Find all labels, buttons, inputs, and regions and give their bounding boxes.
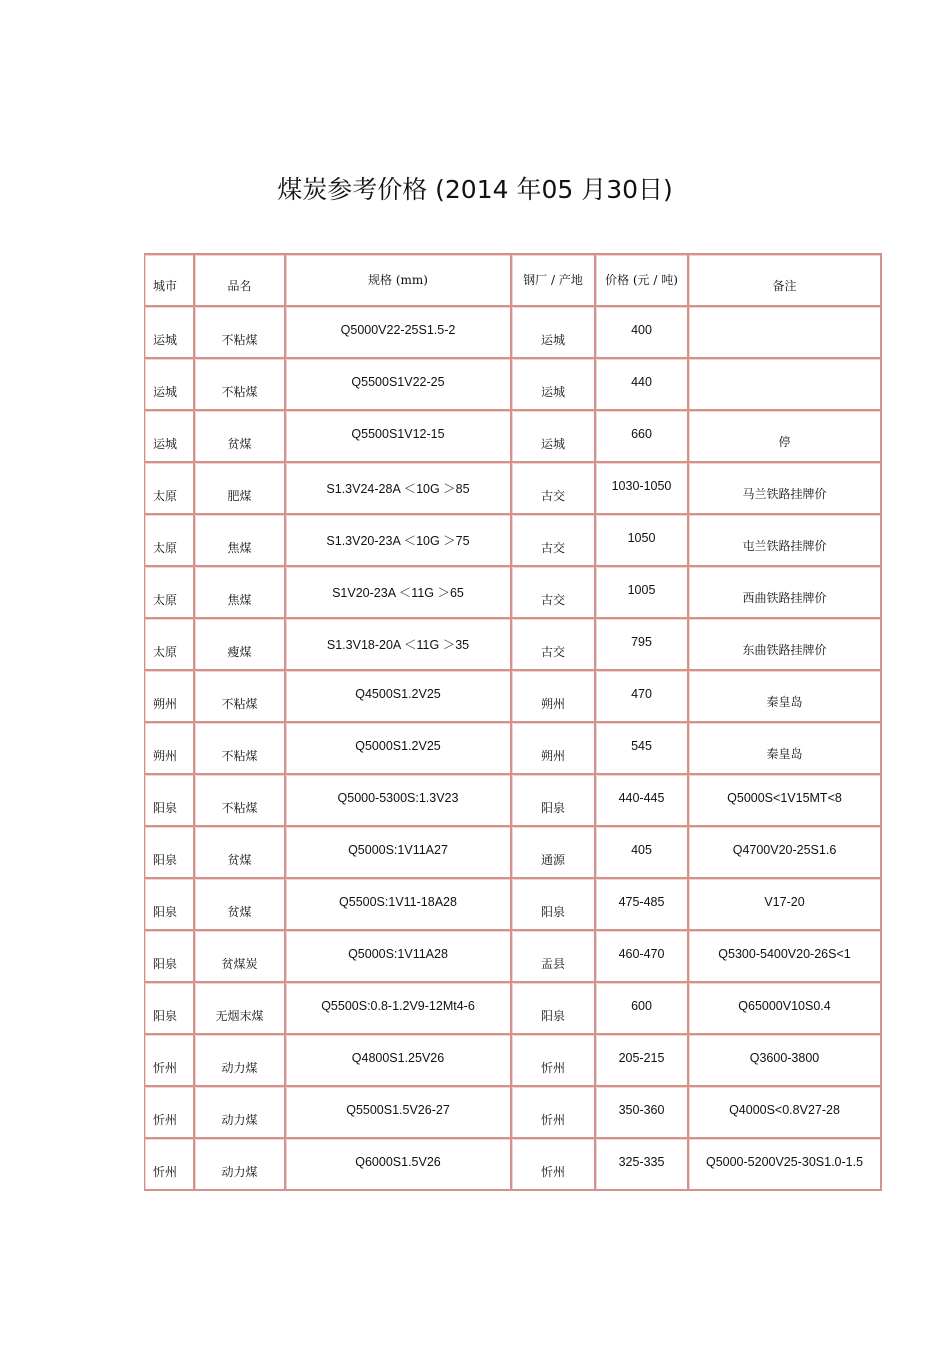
cell-name: [195, 307, 286, 359]
cell-mill-text: 阳泉: [540, 801, 565, 815]
cell-price-text: 475-485: [618, 895, 665, 909]
cell-price-text: 440-445: [618, 791, 665, 805]
cell-spec: [286, 359, 512, 411]
cell-city-text: 阳泉: [153, 801, 178, 815]
cell-price: [596, 1139, 689, 1191]
cell-city-text: 朔州: [153, 697, 178, 711]
cell-note: [689, 411, 882, 463]
cell-city-text: 阳泉: [153, 957, 178, 971]
cell-price: [596, 515, 689, 567]
cell-city: [145, 307, 195, 359]
cell-spec: [286, 307, 512, 359]
cell-city: [145, 1035, 195, 1087]
cell-note: [689, 983, 882, 1035]
cell-mill: [512, 307, 596, 359]
cell-name: [195, 619, 286, 671]
header-spec: 规格 (mm): [286, 255, 512, 307]
cell-city-text: 忻州: [153, 1165, 178, 1179]
cell-mill-text: 忻州: [540, 1061, 565, 1075]
cell-name-text: 焦煤: [227, 541, 252, 555]
table-row: [145, 775, 882, 827]
cell-name: [195, 723, 286, 775]
cell-spec-text: Q5000-5300S:1.3V23: [337, 791, 459, 805]
cell-mill: [512, 983, 596, 1035]
cell-spec: [286, 983, 512, 1035]
cell-price: [596, 879, 689, 931]
table-row: [145, 463, 882, 515]
cell-mill: [512, 411, 596, 463]
cell-price: [596, 463, 689, 515]
cell-name-text: 无烟末煤: [215, 1009, 264, 1023]
cell-note-text: 秦皇岛: [766, 747, 803, 761]
cell-name: [195, 1139, 286, 1191]
cell-spec: [286, 827, 512, 879]
cell-note-text: V17-20: [764, 895, 805, 909]
cell-note: [689, 1139, 882, 1191]
cell-price-text: 440: [631, 375, 652, 389]
cell-spec: [286, 463, 512, 515]
cell-mill-text: 盂县: [540, 957, 565, 971]
cell-city-text: 运城: [153, 437, 178, 451]
table-row: [145, 567, 882, 619]
cell-price: [596, 1035, 689, 1087]
cell-spec: [286, 931, 512, 983]
cell-spec-text: Q5000S:1V11A27: [348, 843, 448, 857]
cell-note: [689, 359, 882, 411]
cell-note-text: 东曲铁路挂牌价: [742, 643, 827, 657]
cell-city: [145, 567, 195, 619]
cell-name-text: 不粘煤: [221, 385, 258, 399]
cell-spec-text: Q5500S1.5V26-27: [346, 1103, 450, 1117]
table-row: [145, 827, 882, 879]
table-row: [145, 619, 882, 671]
cell-name-text: 肥煤: [227, 489, 252, 503]
cell-city: [145, 411, 195, 463]
cell-mill: [512, 619, 596, 671]
cell-name-text: 不粘煤: [221, 801, 258, 815]
cell-mill: [512, 671, 596, 723]
cell-city-text: 阳泉: [153, 905, 178, 919]
cell-note-text: Q3600-3800: [749, 1051, 820, 1065]
cell-note: [689, 1035, 882, 1087]
table-row: [145, 307, 882, 359]
cell-spec-text: Q5000S1.2V25: [355, 739, 441, 753]
cell-note: [689, 879, 882, 931]
cell-price: [596, 1087, 689, 1139]
cell-city-text: 阳泉: [153, 1009, 178, 1023]
cell-note-text: 停: [778, 435, 791, 449]
cell-name-text: 贫煤炭: [221, 957, 258, 971]
cell-price-text: 1005: [627, 583, 656, 597]
table-row: [145, 931, 882, 983]
cell-name-text: 贫煤: [227, 437, 252, 451]
cell-city: [145, 775, 195, 827]
cell-spec-text: S1.3V18-20A ＜11G ＞35: [326, 638, 470, 652]
table-row: [145, 1087, 882, 1139]
cell-mill: [512, 879, 596, 931]
cell-spec-text: Q5500S1V12-15: [351, 427, 445, 441]
cell-name-text: 不粘煤: [221, 333, 258, 347]
coal-price-table: [144, 253, 882, 1191]
cell-mill-text: 古交: [540, 645, 565, 659]
table-row: [145, 1035, 882, 1087]
cell-note-text: Q4700V20-25S1.6: [732, 843, 837, 857]
cell-price-text: 325-335: [618, 1155, 665, 1169]
table-row: [145, 411, 882, 463]
cell-name: [195, 671, 286, 723]
cell-price-text: 545: [631, 739, 652, 753]
cell-spec-text: S1V20-23A ＜11G ＞65: [332, 586, 464, 600]
table-row: [145, 359, 882, 411]
cell-spec-text: Q5500S:0.8-1.2V9-12Mt4-6: [321, 999, 475, 1013]
cell-spec-text: S1.3V20-23A ＜10G ＞75: [326, 534, 470, 548]
cell-price-text: 400: [631, 323, 652, 337]
cell-price-text: 205-215: [618, 1051, 665, 1065]
cell-price: [596, 307, 689, 359]
cell-city: [145, 463, 195, 515]
cell-note: [689, 671, 882, 723]
cell-price: [596, 411, 689, 463]
cell-city: [145, 723, 195, 775]
table-row: [145, 671, 882, 723]
cell-note: [689, 567, 882, 619]
table-row: [145, 515, 882, 567]
cell-spec: [286, 775, 512, 827]
cell-note-text: Q5000-5200V25-30S1.0-1.5: [705, 1155, 864, 1169]
cell-city: [145, 931, 195, 983]
cell-mill-text: 古交: [540, 541, 565, 555]
cell-mill-text: 运城: [540, 437, 565, 451]
cell-price-text: 460-470: [618, 947, 665, 961]
cell-price-text: 1030-1050: [611, 479, 672, 493]
cell-price: [596, 983, 689, 1035]
cell-mill: [512, 1087, 596, 1139]
cell-mill: [512, 1139, 596, 1191]
cell-mill: [512, 723, 596, 775]
cell-spec-text: Q5500S1V22-25: [351, 375, 445, 389]
cell-price: [596, 567, 689, 619]
cell-price: [596, 723, 689, 775]
cell-note: [689, 723, 882, 775]
cell-spec: [286, 619, 512, 671]
cell-mill: [512, 931, 596, 983]
cell-price-text: 405: [631, 843, 652, 857]
cell-name: [195, 1035, 286, 1087]
cell-mill-text: 阳泉: [540, 1009, 565, 1023]
cell-note: [689, 463, 882, 515]
table-body: [145, 307, 882, 1191]
cell-city-text: 太原: [153, 645, 178, 659]
cell-price-text: 660: [631, 427, 652, 441]
cell-note-text: Q5300-5400V20-26S<1: [718, 947, 851, 961]
cell-mill-text: 运城: [540, 333, 565, 347]
cell-name: [195, 567, 286, 619]
cell-mill-text: 朔州: [540, 749, 565, 763]
cell-spec-text: Q5000V22-25S1.5-2: [340, 323, 456, 337]
cell-mill-text: 忻州: [540, 1165, 565, 1179]
cell-price: [596, 775, 689, 827]
cell-price: [596, 931, 689, 983]
cell-name: [195, 463, 286, 515]
cell-mill-text: 忻州: [540, 1113, 565, 1127]
cell-city-text: 运城: [153, 333, 178, 347]
cell-city-text: 忻州: [153, 1113, 178, 1127]
table-row: [145, 723, 882, 775]
cell-city-text: 阳泉: [153, 853, 178, 867]
cell-mill-text: 古交: [540, 593, 565, 607]
cell-mill-text: 通源: [540, 853, 565, 867]
cell-name: [195, 515, 286, 567]
cell-note: [689, 619, 882, 671]
cell-city: [145, 827, 195, 879]
cell-mill: [512, 463, 596, 515]
page-title: 煤炭参考价格 (2014 年05 月30日): [277, 175, 673, 204]
cell-spec-text: S1.3V24-28A ＜10G ＞85: [326, 482, 470, 496]
cell-name-text: 焦煤: [227, 593, 252, 607]
cell-mill-text: 朔州: [540, 697, 565, 711]
cell-name-text: 不粘煤: [221, 749, 258, 763]
cell-note: [689, 515, 882, 567]
table-row: [145, 879, 882, 931]
header-city: 城市: [145, 255, 195, 307]
cell-city: [145, 983, 195, 1035]
cell-city: [145, 879, 195, 931]
cell-name-text: 动力煤: [221, 1061, 258, 1075]
cell-name-text: 不粘煤: [221, 697, 258, 711]
cell-city-text: 太原: [153, 489, 178, 503]
cell-mill: [512, 775, 596, 827]
cell-name: [195, 931, 286, 983]
cell-price-text: 470: [631, 687, 652, 701]
cell-mill: [512, 359, 596, 411]
table-row: [145, 1139, 882, 1191]
cell-spec: [286, 1139, 512, 1191]
cell-price: [596, 671, 689, 723]
cell-name: [195, 827, 286, 879]
cell-note: [689, 1087, 882, 1139]
cell-note-text: 秦皇岛: [766, 695, 803, 709]
cell-note: [689, 307, 882, 359]
cell-note-text: Q5000S<1V15MT<8: [727, 791, 842, 805]
cell-city: [145, 1087, 195, 1139]
cell-name-text: 瘦煤: [227, 645, 252, 659]
table-header-row: [145, 255, 882, 307]
cell-name-text: 动力煤: [221, 1165, 258, 1179]
cell-spec: [286, 515, 512, 567]
cell-city: [145, 619, 195, 671]
cell-spec: [286, 671, 512, 723]
header-note: 备注: [689, 255, 882, 307]
cell-city-text: 运城: [153, 385, 178, 399]
cell-price: [596, 827, 689, 879]
cell-price-text: 795: [631, 635, 652, 649]
cell-note-text: 西曲铁路挂牌价: [742, 591, 827, 605]
cell-name: [195, 775, 286, 827]
cell-note-text: 马兰铁路挂牌价: [742, 487, 827, 501]
cell-name: [195, 879, 286, 931]
cell-spec-text: Q6000S1.5V26: [355, 1155, 441, 1169]
cell-mill: [512, 827, 596, 879]
cell-mill: [512, 567, 596, 619]
cell-spec: [286, 723, 512, 775]
cell-name-text: 贫煤: [227, 905, 252, 919]
cell-mill-text: 运城: [540, 385, 565, 399]
cell-spec: [286, 567, 512, 619]
cell-price-text: 600: [631, 999, 652, 1013]
cell-city-text: 忻州: [153, 1061, 178, 1075]
cell-city-text: 太原: [153, 541, 178, 555]
cell-city-text: 太原: [153, 593, 178, 607]
cell-price-text: 1050: [627, 531, 656, 545]
cell-name: [195, 359, 286, 411]
cell-spec-text: Q4800S1.25V26: [351, 1051, 445, 1065]
cell-price-text: 350-360: [618, 1103, 665, 1117]
cell-note-text: Q65000V10S0.4: [738, 999, 831, 1013]
cell-name-text: 贫煤: [227, 853, 252, 867]
cell-note: [689, 931, 882, 983]
cell-city: [145, 671, 195, 723]
cell-name: [195, 983, 286, 1035]
cell-city: [145, 359, 195, 411]
cell-note-text: 屯兰铁路挂牌价: [742, 539, 827, 553]
cell-spec-text: Q4500S1.2V25: [355, 687, 441, 701]
cell-mill-text: 古交: [540, 489, 565, 503]
cell-note-text: Q4000S<0.8V27-28: [729, 1103, 840, 1117]
cell-spec: [286, 879, 512, 931]
cell-mill: [512, 515, 596, 567]
cell-name: [195, 411, 286, 463]
cell-city-text: 朔州: [153, 749, 178, 763]
cell-name: [195, 1087, 286, 1139]
cell-spec: [286, 1087, 512, 1139]
cell-mill: [512, 1035, 596, 1087]
cell-name-text: 动力煤: [221, 1113, 258, 1127]
cell-note: [689, 827, 882, 879]
header-price: 价格 (元 / 吨): [596, 255, 689, 307]
cell-mill-text: 阳泉: [540, 905, 565, 919]
cell-city: [145, 515, 195, 567]
cell-spec-text: Q5000S:1V11A28: [348, 947, 448, 961]
table-row: [145, 983, 882, 1035]
cell-spec: [286, 1035, 512, 1087]
header-name: 品名: [195, 255, 286, 307]
cell-city: [145, 1139, 195, 1191]
cell-price: [596, 619, 689, 671]
cell-spec: [286, 411, 512, 463]
header-mill: 钢厂 / 产地: [512, 255, 596, 307]
cell-price: [596, 359, 689, 411]
cell-note: [689, 775, 882, 827]
cell-spec-text: Q5500S:1V11-18A28: [339, 895, 457, 909]
